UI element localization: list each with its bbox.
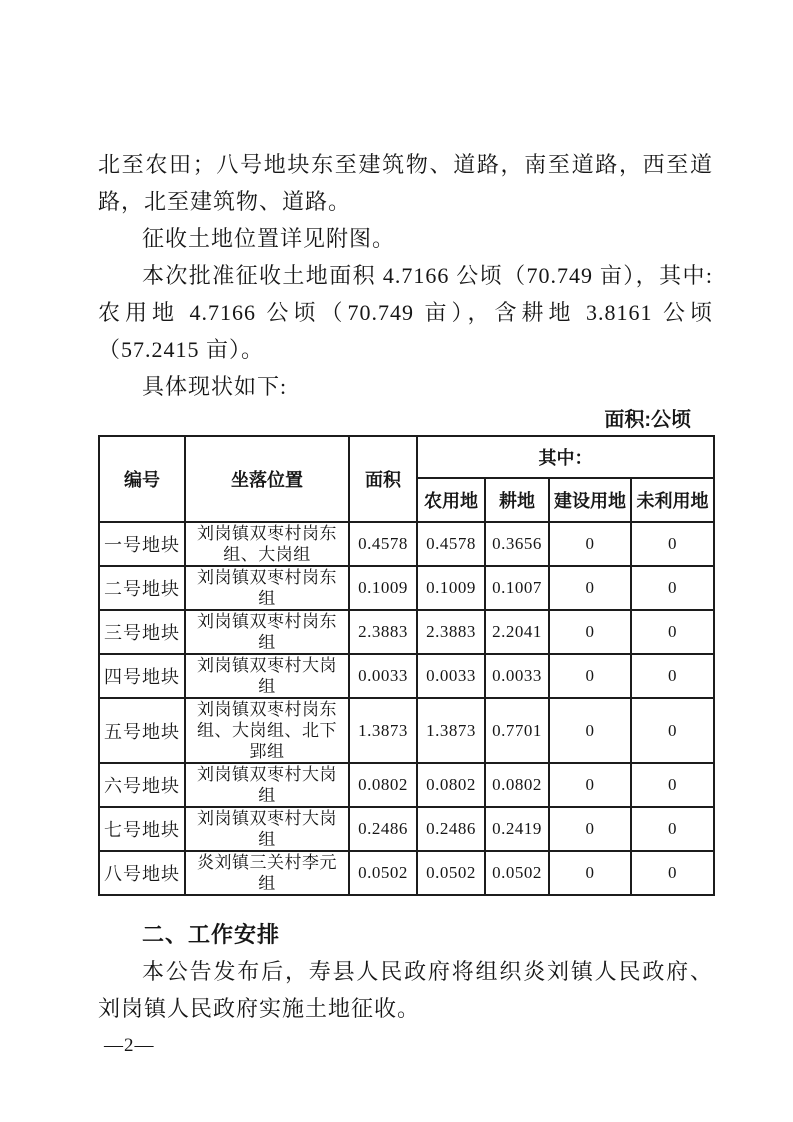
cell-location: 刘岗镇双枣村岗东组: [185, 566, 349, 610]
cell-agricultural: 2.3883: [417, 610, 485, 654]
table-unit-label: 面积:公顷: [604, 409, 691, 431]
table-row: [99, 807, 714, 851]
cell-parcel-id: 七号地块: [99, 807, 185, 851]
cell-unused: 0: [631, 851, 714, 895]
cell-area: 0.1009: [349, 566, 417, 610]
cell-area: 2.3883: [349, 610, 417, 654]
cell-parcel-id: 四号地块: [99, 654, 185, 698]
cell-unused: 0: [631, 763, 714, 807]
header-group-breakdown: 其中：: [417, 436, 714, 478]
cell-unused: 0: [631, 566, 714, 610]
header-col-unused: 未利用地: [631, 478, 714, 522]
header-col-location: 坐落位置: [185, 436, 349, 522]
cell-agricultural: 0.4578: [417, 522, 485, 566]
cell-parcel-id: 六号地块: [99, 763, 185, 807]
cell-agricultural: 0.2486: [417, 807, 485, 851]
body-paragraph-boundaries: 北至农田；八号地块东至建筑物、道路，南至道路，西至道路，北至建筑物、道路。: [98, 152, 713, 214]
cell-unused: 0: [631, 610, 714, 654]
table-row: [99, 522, 714, 566]
cell-location: 刘岗镇双枣村岗东组、大岗组: [185, 522, 349, 566]
cell-parcel-id: 五号地块: [99, 698, 185, 763]
page-number: —2—: [104, 1035, 155, 1056]
cell-location: 刘岗镇双枣村大岗组: [185, 654, 349, 698]
cell-location: 刘岗镇双枣村岗东组: [185, 610, 349, 654]
body-paragraph-status-intro: 具体现状如下:: [142, 374, 288, 399]
cell-parcel-id: 八号地块: [99, 851, 185, 895]
body-paragraph-map-reference: 征收土地位置详见附图。: [142, 226, 396, 251]
header-col-id: 编号: [99, 436, 185, 522]
cell-construction: 0: [549, 763, 631, 807]
cell-area: 0.0502: [349, 851, 417, 895]
cell-cultivated: 0.1007: [485, 566, 549, 610]
cell-construction: 0: [549, 610, 631, 654]
cell-area: 0.4578: [349, 522, 417, 566]
body-paragraph-closing: 本公告发布后，寿县人民政府将组织炎刘镇人民政府、刘岗镇人民政府实施土地征收。: [98, 959, 713, 1021]
cell-area: 1.3873: [349, 698, 417, 763]
cell-unused: 0: [631, 698, 714, 763]
table-row: [99, 763, 714, 807]
cell-construction: 0: [549, 566, 631, 610]
header-col-cultivated: 耕地: [485, 478, 549, 522]
cell-cultivated: 0.0033: [485, 654, 549, 698]
cell-construction: 0: [549, 851, 631, 895]
cell-agricultural: 1.3873: [417, 698, 485, 763]
cell-area: 0.0033: [349, 654, 417, 698]
header-col-agricultural: 农用地: [417, 478, 485, 522]
cell-cultivated: 0.3656: [485, 522, 549, 566]
cell-location: 刘岗镇双枣村大岗组: [185, 807, 349, 851]
cell-cultivated: 0.2419: [485, 807, 549, 851]
cell-construction: 0: [549, 807, 631, 851]
header-col-area: 面积: [349, 436, 417, 522]
cell-area: 0.2486: [349, 807, 417, 851]
land-parcels-table: [98, 435, 715, 896]
table-row: [99, 610, 714, 654]
cell-area: 0.0802: [349, 763, 417, 807]
cell-agricultural: 0.1009: [417, 566, 485, 610]
cell-cultivated: 0.0802: [485, 763, 549, 807]
cell-location: 刘岗镇双枣村岗东组、大岗组、北下郢组: [185, 698, 349, 763]
cell-cultivated: 0.0502: [485, 851, 549, 895]
cell-location: 刘岗镇双枣村大岗组: [185, 763, 349, 807]
cell-construction: 0: [549, 522, 631, 566]
cell-agricultural: 0.0502: [417, 851, 485, 895]
body-paragraph-total-area: 本次批准征收土地面积 4.7166 公顷（70.749 亩），其中:农用地 4.7166 公顷（70.749 亩），含耕地 3.8161 公顷（57.2415 亩）。: [98, 263, 713, 362]
cell-parcel-id: 三号地块: [99, 610, 185, 654]
table-header: [99, 436, 714, 522]
cell-parcel-id: 一号地块: [99, 522, 185, 566]
cell-construction: 0: [549, 654, 631, 698]
cell-agricultural: 0.0033: [417, 654, 485, 698]
cell-unused: 0: [631, 522, 714, 566]
table-row: [99, 851, 714, 895]
table-row: [99, 566, 714, 610]
document-content: [98, 146, 713, 1057]
cell-location: 炎刘镇三关村李元组: [185, 851, 349, 895]
cell-agricultural: 0.0802: [417, 763, 485, 807]
table-row: [99, 698, 714, 763]
table-row: [99, 654, 714, 698]
cell-cultivated: 0.7701: [485, 698, 549, 763]
header-col-construction: 建设用地: [549, 478, 631, 522]
cell-unused: 0: [631, 654, 714, 698]
cell-unused: 0: [631, 807, 714, 851]
cell-parcel-id: 二号地块: [99, 566, 185, 610]
cell-construction: 0: [549, 698, 631, 763]
section-heading-work-arrangement: 二、工作安排: [142, 922, 281, 947]
cell-cultivated: 2.2041: [485, 610, 549, 654]
